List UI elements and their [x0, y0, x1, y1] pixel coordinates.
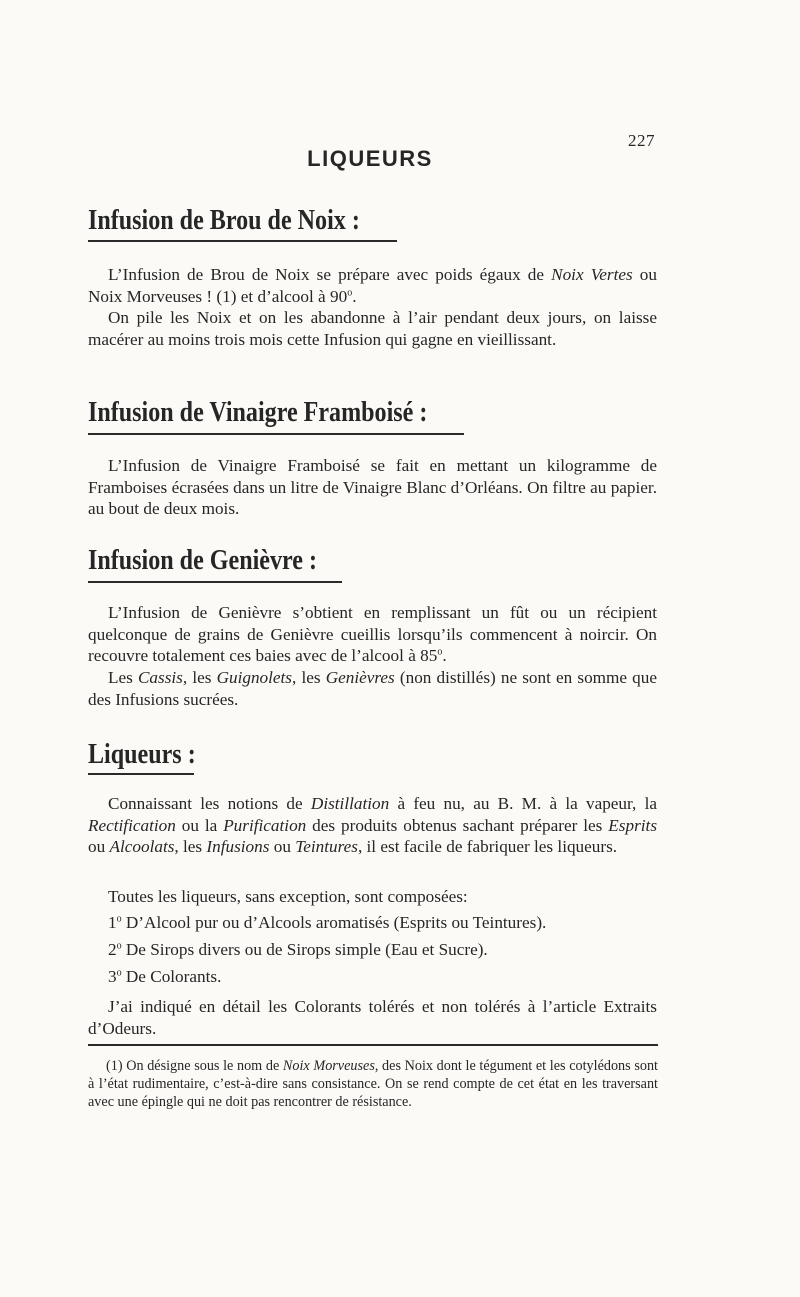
section-heading-genievre: Infusion de Genièvre : [88, 545, 318, 576]
paragraph-liqueurs-2: Toutes les liqueurs, sans exception, sont composées: [108, 887, 468, 906]
paragraph-genievre-1: L’Infusion de Genièvre s’obtient en remplissant un fût ou un récipient quelconque de grains de Genièvre cueillis lorsqu’ils commencent à noircir. On recouvre totalement ces baies avec de l’alcool à 85$^o$. [88, 603, 657, 665]
paragraph-liqueurs-3: J’ai indiqué en détail les Colorants tolérés et non tolérés à l’article Extraits d’Odeurs. [88, 997, 657, 1038]
section-heading-brou-de-noix: Infusion de Brou de Noix : [88, 205, 360, 236]
running-title: LIQUEURS [307, 146, 433, 171]
footnote-separator [88, 1044, 658, 1046]
section-heading-vinaigre-framboise: Infusion de Vinaigre Framboisé : [88, 397, 428, 428]
paragraph-brou-de-noix-1: L’Infusion de Brou de Noix se prépare avec poids égaux de Noix Vertes ou Noix Morveuses ! (1) et d’alcool à 90$^o$. [88, 265, 657, 306]
heading-underline [88, 581, 342, 583]
heading-underline [88, 433, 464, 435]
list-item-3: 3$^o$ De Colorants. [108, 967, 222, 986]
paragraph-brou-de-noix-2: On pile les Noix et on les abandonne à l’air pendant deux jours, on laisse macérer au moins trois mois cette Infusion qui gagne en vieillissant. [88, 308, 657, 349]
paragraph-vinaigre-framboise: L’Infusion de Vinaigre Framboisé se fait en mettant un kilogramme de Framboises écrasées dans un litre de Vinaigre Blanc d’Orléans. On filtre au papier. au bout de deux mois. [88, 456, 657, 518]
heading-underline [88, 773, 194, 775]
footnote: (1) On désigne sous le nom de Noix Morveuses, des Noix dont le tégument et les cotylédons sont à l’état rudimentaire, c’est-à-dire sans consistance. On se rend compte de cet état en les traversant avec une épingle qui ne doit pas rencontrer de résistance. [88, 1058, 658, 1110]
paragraph-liqueurs-1: Connaissant les notions de Distillation à feu nu, au B. M. à la vapeur, la Rectification ou la Purification des produits obtenus sachant préparer les Esprits ou Alcoolats, les Infusions ou Teintures, il est facile de fabriquer les liqueurs. [88, 794, 658, 856]
heading-underline [88, 240, 397, 242]
page-number: 227 [628, 131, 655, 150]
paragraph-genievre-2: Les Cassis, les Guignolets, les Genièvres (non distillés) ne sont en somme que des Infusions sucrées. [88, 668, 658, 709]
list-item-1: 1$^o$ D’Alcool pur ou d’Alcools aromatisés (Esprits ou Teintures). [108, 913, 547, 932]
list-item-2: 2$^o$ De Sirops divers ou de Sirops simple (Eau et Sucre). [108, 940, 488, 959]
section-heading-liqueurs: Liqueurs : [88, 739, 196, 770]
